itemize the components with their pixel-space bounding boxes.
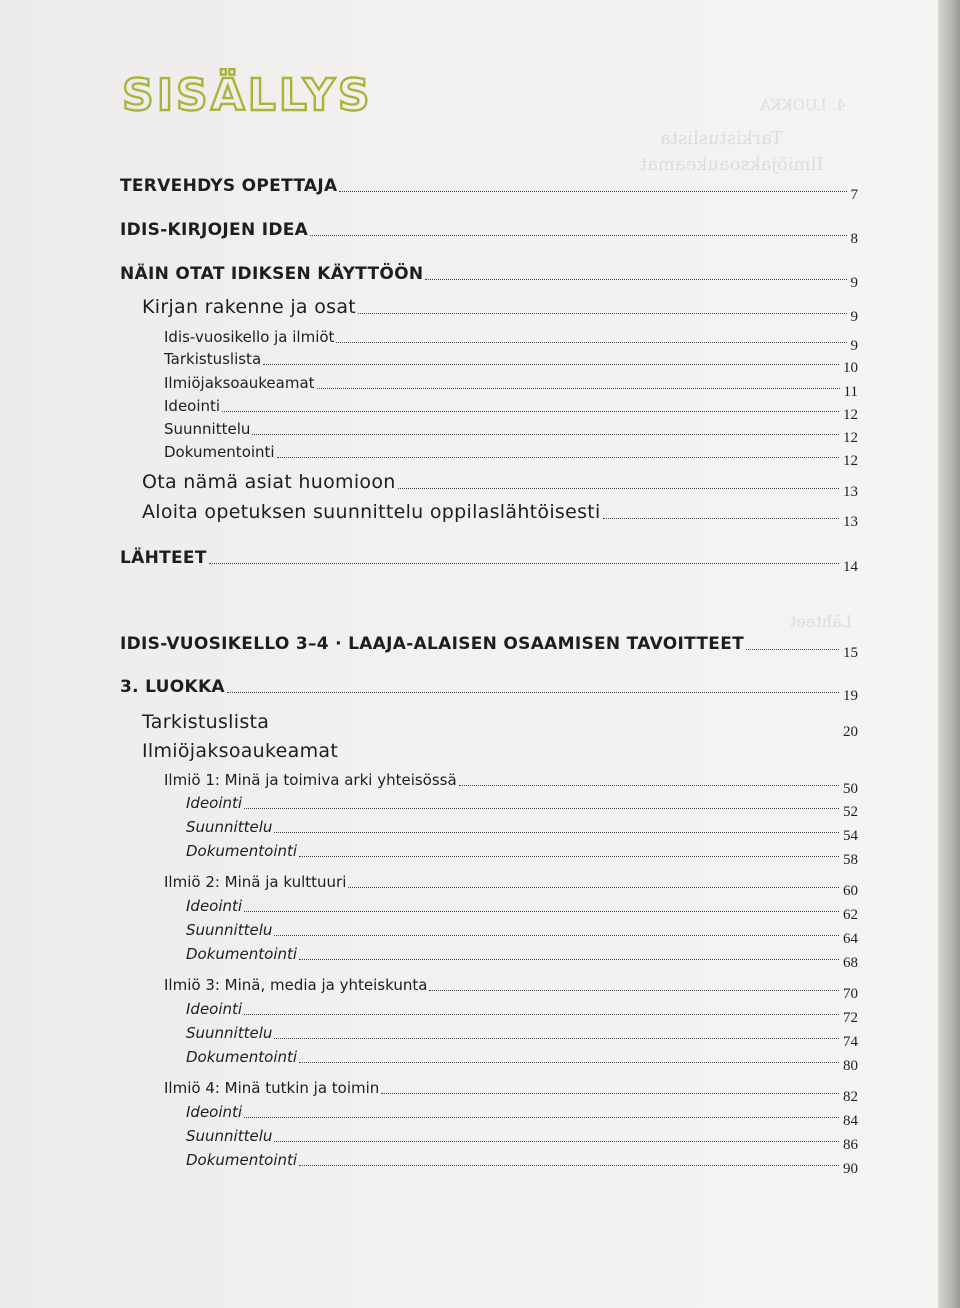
toc-entry-label: IDIS-VUOSIKELLO 3–4 · LAAJA-ALAISEN OSAAMISEN TAVOITTEET bbox=[120, 634, 745, 654]
dot-leader bbox=[310, 235, 846, 236]
page-title: SISÄLLYS bbox=[122, 70, 373, 121]
toc-entry-page: 15 bbox=[843, 645, 858, 661]
toc-entry[interactable] bbox=[186, 842, 858, 868]
toc-entry-page: 84 bbox=[843, 1113, 858, 1129]
dot-leader bbox=[746, 649, 839, 650]
toc-entry[interactable] bbox=[164, 350, 858, 376]
toc-entry[interactable] bbox=[120, 677, 858, 704]
toc-entry-label: Ideointi bbox=[186, 794, 243, 812]
toc-entry[interactable] bbox=[186, 1151, 858, 1177]
toc-entry-page: 80 bbox=[843, 1058, 858, 1074]
toc-entry-label: Tarkistuslista bbox=[142, 711, 270, 733]
toc-entry-label: NÄIN OTAT IDIKSEN KÄYTTÖÖN bbox=[120, 264, 424, 284]
dot-leader bbox=[358, 313, 846, 314]
toc-entry-page: 9 bbox=[850, 309, 858, 325]
toc-entry-page: 20 bbox=[843, 724, 858, 740]
toc-entry-label: Ideointi bbox=[186, 1000, 243, 1018]
dot-leader bbox=[274, 935, 839, 936]
toc-entry-label: LÄHTEET bbox=[120, 548, 207, 568]
toc-entry-page: 60 bbox=[843, 883, 858, 899]
toc-entry-page: 54 bbox=[843, 828, 858, 844]
toc-entry[interactable] bbox=[164, 976, 858, 1002]
toc-entry-page: 70 bbox=[843, 986, 858, 1002]
dot-leader bbox=[381, 1093, 839, 1094]
toc-entry-page: 72 bbox=[843, 1010, 858, 1026]
toc-entry-label: Ota nämä asiat huomioon bbox=[142, 471, 396, 493]
dot-leader bbox=[244, 1117, 839, 1118]
toc-entry-label: Suunnittelu bbox=[186, 1127, 273, 1145]
toc-entry-label: Ilmiöjaksoaukeamat bbox=[164, 374, 315, 392]
toc-entry[interactable] bbox=[186, 897, 858, 923]
toc-entry[interactable] bbox=[120, 220, 858, 247]
toc-entry-label: Ideointi bbox=[186, 897, 243, 915]
dot-leader bbox=[459, 785, 839, 786]
toc-entry[interactable] bbox=[186, 794, 858, 820]
dot-leader bbox=[274, 1141, 839, 1142]
dot-leader bbox=[299, 1062, 839, 1063]
toc-entry[interactable] bbox=[186, 818, 858, 844]
toc-entry-page: 9 bbox=[850, 338, 858, 354]
toc-entry-page: 82 bbox=[843, 1089, 858, 1105]
toc-entry-page: 13 bbox=[843, 484, 858, 500]
toc-entry-label: Kirjan rakenne ja osat bbox=[142, 296, 357, 318]
show-through-line: Lähteet bbox=[790, 612, 853, 631]
dot-leader bbox=[299, 1165, 839, 1166]
dot-leader bbox=[299, 959, 839, 960]
dot-leader bbox=[398, 488, 839, 489]
toc-entry[interactable] bbox=[142, 296, 858, 325]
page-stack-edge bbox=[938, 0, 960, 1308]
toc-entry[interactable] bbox=[142, 501, 858, 530]
toc-entry-label: TERVEHDYS OPETTAJA bbox=[120, 176, 338, 196]
toc-entry[interactable] bbox=[142, 471, 858, 500]
toc-entry-page: 7 bbox=[850, 187, 858, 203]
dot-leader bbox=[317, 388, 840, 389]
toc-entry-label: Ilmiö 4: Minä tutkin ja toimin bbox=[164, 1079, 380, 1097]
dot-leader bbox=[244, 1014, 839, 1015]
toc-entry[interactable] bbox=[164, 420, 858, 446]
toc-entry[interactable] bbox=[186, 1127, 858, 1153]
show-through-line: Tarkistuslista bbox=[660, 128, 783, 149]
toc-entry[interactable] bbox=[186, 1103, 858, 1129]
toc-entry[interactable] bbox=[164, 873, 858, 899]
toc-entry-page: 74 bbox=[843, 1034, 858, 1050]
toc-entry-label: Ideointi bbox=[164, 397, 221, 415]
dot-leader bbox=[244, 808, 839, 809]
toc-entry[interactable] bbox=[186, 1024, 858, 1050]
dot-leader bbox=[348, 887, 839, 888]
dot-leader bbox=[274, 1038, 839, 1039]
toc-entry-label: Dokumentointi bbox=[186, 945, 298, 963]
toc-entry[interactable] bbox=[142, 740, 858, 762]
dot-leader bbox=[209, 563, 839, 564]
dot-leader bbox=[274, 832, 839, 833]
toc-entry-label: Aloita opetuksen suunnittelu oppilaslähtöisesti bbox=[142, 501, 601, 523]
toc-entry-label: Ilmiöjaksoaukeamat bbox=[142, 740, 339, 762]
dot-leader bbox=[222, 411, 839, 412]
toc-entry[interactable] bbox=[186, 1000, 858, 1026]
dot-leader bbox=[244, 911, 839, 912]
toc-entry-page: 58 bbox=[843, 852, 858, 868]
toc-entry-label: IDIS-KIRJOJEN IDEA bbox=[120, 220, 309, 240]
toc-entry[interactable] bbox=[120, 264, 858, 291]
toc-entry-label: Suunnittelu bbox=[186, 818, 273, 836]
show-through-heading: 4. LUOKKA bbox=[760, 96, 846, 114]
dot-leader bbox=[299, 856, 839, 857]
toc-entry-label: Dokumentointi bbox=[186, 1151, 298, 1169]
toc-entry-page: 12 bbox=[843, 407, 858, 423]
toc-entry[interactable] bbox=[120, 176, 858, 203]
dot-leader bbox=[227, 692, 839, 693]
toc-entry-page: 68 bbox=[843, 955, 858, 971]
dot-leader bbox=[336, 342, 846, 343]
toc-entry-page: 14 bbox=[843, 559, 858, 575]
toc-entry-label: Dokumentointi bbox=[186, 1048, 298, 1066]
toc-entry-page: 62 bbox=[843, 907, 858, 923]
toc-entry[interactable] bbox=[164, 1079, 858, 1105]
toc-entry-label: Tarkistuslista bbox=[164, 350, 262, 368]
toc-entry-label: Suunnittelu bbox=[186, 1024, 273, 1042]
toc-entry-label: Dokumentointi bbox=[164, 443, 275, 461]
toc-entry-page: 90 bbox=[843, 1161, 858, 1177]
toc-entry-label: Suunnittelu bbox=[186, 921, 273, 939]
toc-entry[interactable] bbox=[120, 548, 858, 575]
toc-entry[interactable] bbox=[164, 397, 858, 423]
toc-entry[interactable] bbox=[186, 945, 858, 971]
dot-leader bbox=[429, 990, 839, 991]
toc-entry[interactable] bbox=[164, 443, 858, 469]
toc-entry-page: 12 bbox=[843, 430, 858, 446]
toc-entry-page: 13 bbox=[843, 514, 858, 530]
dot-leader bbox=[263, 364, 839, 365]
show-through-line: Ilmiöjaksoaukeamat bbox=[640, 154, 824, 175]
toc-entry-page: 12 bbox=[843, 453, 858, 469]
toc-entry-label: Ilmiö 1: Minä ja toimiva arki yhteisössä bbox=[164, 771, 457, 789]
toc-entry-page: 8 bbox=[850, 231, 858, 247]
toc-entry[interactable] bbox=[120, 634, 858, 661]
toc-entry-page: 11 bbox=[843, 384, 858, 400]
toc-entry[interactable] bbox=[164, 328, 858, 354]
toc-entry-label: Ilmiö 2: Minä ja kulttuuri bbox=[164, 873, 347, 891]
toc-entry-page: 9 bbox=[850, 275, 858, 291]
toc-entry-page: 19 bbox=[843, 688, 858, 704]
toc-entry-page: 64 bbox=[843, 931, 858, 947]
dot-leader bbox=[339, 191, 846, 192]
dot-leader bbox=[425, 279, 846, 280]
dot-leader bbox=[252, 434, 839, 435]
toc-entry-page: 10 bbox=[843, 360, 858, 376]
toc-entry-label: Ideointi bbox=[186, 1103, 243, 1121]
toc-entry-label: Ilmiö 3: Minä, media ja yhteiskunta bbox=[164, 976, 428, 994]
toc-entry-label: Idis-vuosikello ja ilmiöt bbox=[164, 328, 335, 346]
toc-entry[interactable] bbox=[142, 711, 858, 740]
toc-entry[interactable] bbox=[164, 771, 858, 797]
toc-entry[interactable] bbox=[186, 921, 858, 947]
toc-entry-label: Dokumentointi bbox=[186, 842, 298, 860]
toc-entry-page: 52 bbox=[843, 804, 858, 820]
toc-entry-page: 86 bbox=[843, 1137, 858, 1153]
dot-leader bbox=[603, 518, 839, 519]
toc-entry[interactable] bbox=[164, 374, 858, 400]
toc-entry-page: 50 bbox=[843, 781, 858, 797]
toc-entry-label: Suunnittelu bbox=[164, 420, 251, 438]
toc-entry-label: 3. LUOKKA bbox=[120, 677, 225, 697]
toc-entry[interactable] bbox=[186, 1048, 858, 1074]
dot-leader bbox=[277, 457, 839, 458]
